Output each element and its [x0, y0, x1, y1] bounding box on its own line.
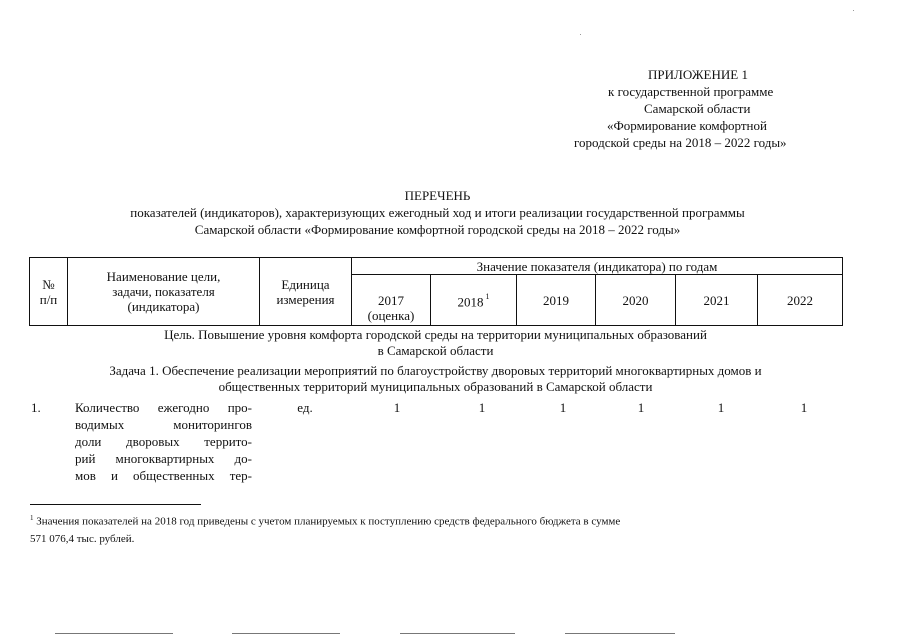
- header-year-2020: 2020: [596, 275, 676, 326]
- header-year-2017: [352, 275, 431, 326]
- scan-edge-line: [55, 633, 173, 634]
- header-num: [30, 258, 68, 326]
- appendix-line: городской среды на 2018 – 2022 годы»: [574, 135, 787, 150]
- value-2017: 1: [393, 400, 401, 415]
- header-year-2019: 2019: [517, 275, 596, 326]
- header-values: Значение показателя (индикатора) по годам: [352, 258, 843, 275]
- footnote-separator: [30, 504, 201, 505]
- header-num-sign: №: [42, 276, 55, 292]
- value-2020: 1: [637, 400, 645, 415]
- scan-edge-line: [232, 633, 340, 634]
- value-2021: 1: [717, 400, 725, 415]
- indicator-name-line: рий многоквартирных до-: [75, 451, 252, 466]
- header-year-2018: [431, 275, 517, 326]
- row-number: 1.: [31, 400, 41, 415]
- scan-edge-line: [565, 633, 675, 634]
- header-unit: [260, 258, 352, 326]
- year-label: 2017: [378, 293, 404, 308]
- title-heading: ПЕРЕЧЕНЬ: [404, 188, 471, 203]
- header-unit-line: Единица: [281, 276, 330, 292]
- appendix-title: ПРИЛОЖЕНИЕ 1: [648, 67, 748, 82]
- indicator-name-line: водимых мониторингов: [75, 417, 252, 432]
- title-line: показателей (индикаторов), характеризующих ежегодный ход и итоги реализации государственной программы: [130, 205, 745, 220]
- goal-line: Цель. Повышение уровня комфорта городской среды на территории муниципальных образований: [164, 327, 707, 342]
- indicator-name: [75, 399, 252, 484]
- header-name: [68, 258, 260, 326]
- header-name-line: (индикатора): [127, 299, 200, 314]
- footnote-text: Значения показателей на 2018 год приведены с учетом планируемых к поступлению средств федерального бюджета в сумме: [33, 515, 621, 528]
- header-name-line: Наименование цели,: [106, 269, 221, 284]
- footnote-mark: 1: [30, 514, 34, 522]
- value-2022: 1: [800, 400, 808, 415]
- indicator-unit: ед.: [297, 400, 313, 415]
- header-name-line: задачи, показателя: [112, 284, 215, 299]
- appendix-line: Самарской области: [644, 101, 751, 116]
- indicator-name-line: доли дворовых террито-: [75, 434, 252, 449]
- scan-edge-line: [400, 633, 515, 634]
- value-2018: 1: [478, 400, 486, 415]
- task-section: [29, 363, 842, 395]
- header-year-2022: 2022: [758, 275, 843, 326]
- value-2019: 1: [559, 400, 567, 415]
- document-title: [30, 187, 845, 238]
- indicators-table-header: [29, 257, 843, 326]
- indicator-name-line: Количество ежегодно про-: [75, 400, 252, 415]
- year-label: 2018: [457, 294, 484, 310]
- scan-speck: [580, 34, 581, 35]
- header-unit-line: измерения: [276, 291, 335, 307]
- appendix-line: «Формирование комфортной: [607, 118, 767, 133]
- appendix-line: к государственной программе: [608, 84, 774, 99]
- header-num-abbrev: п/п: [39, 291, 58, 307]
- scan-speck: [853, 10, 854, 11]
- header-year-2021: 2021: [676, 275, 758, 326]
- goal-section: [29, 327, 842, 359]
- title-line: Самарской области «Формирование комфортной городской среды на 2018 – 2022 годы»: [194, 222, 681, 237]
- footnote-line: 571 076,4 тыс. рублей.: [30, 532, 135, 545]
- task-line: Задача 1. Обеспечение реализации мероприятий по благоустройству дворовых территорий многоквартирных домов и: [109, 363, 762, 378]
- footnote-line: [30, 510, 790, 531]
- footnote: [30, 510, 790, 548]
- year-note: (оценка): [367, 308, 415, 323]
- indicator-name-line: мов и общественных тер-: [75, 468, 252, 483]
- task-line: общественных территорий муниципальных образований в Самарской области: [218, 379, 653, 394]
- footnote-mark: 1: [485, 291, 490, 301]
- goal-line: в Самарской области: [377, 343, 494, 358]
